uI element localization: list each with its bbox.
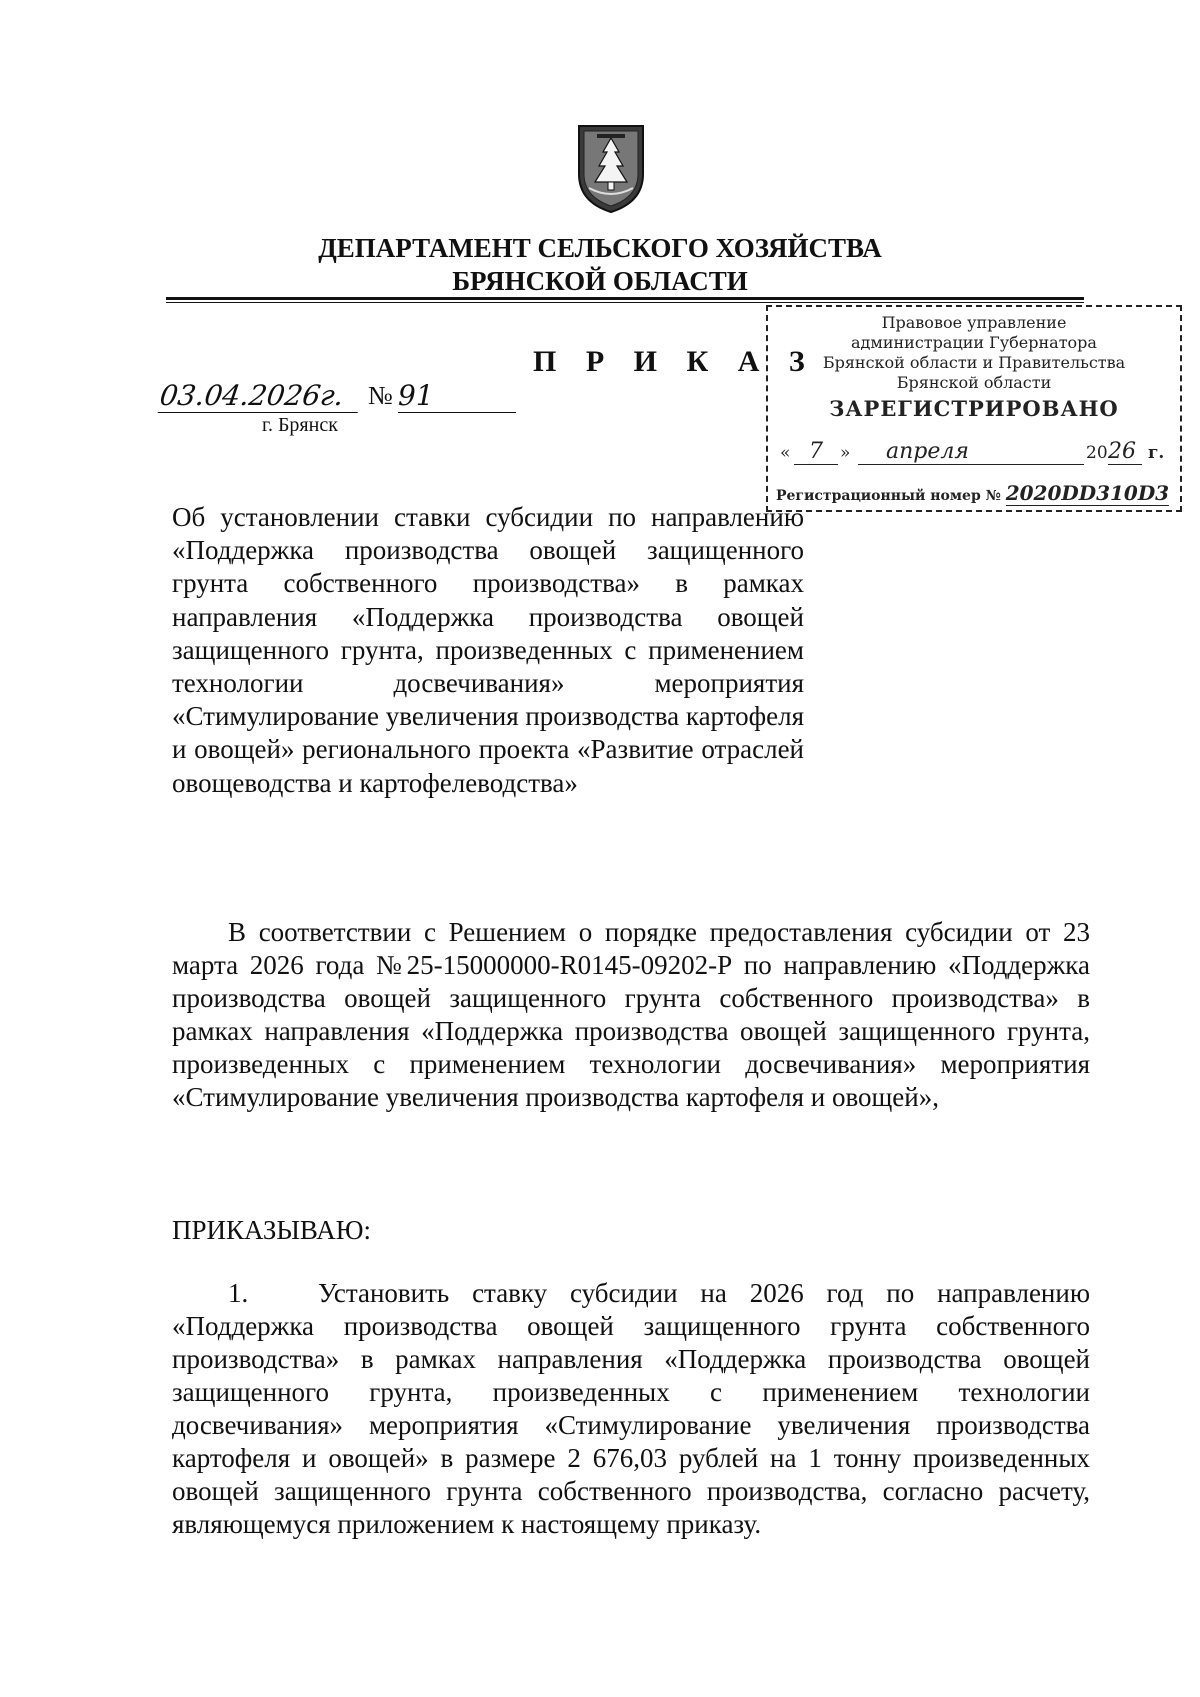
number-sign: № [368,381,393,410]
bryansk-coat-of-arms-icon [575,122,647,214]
order-directive: ПРИКАЗЫВАЮ: [172,1215,371,1245]
stamp-line3: Брянской области и Правительства [822,353,1126,372]
stamp-registered: ЗАРЕГИСТРИРОВАНО [829,396,1119,421]
department-name-line2: БРЯНСКОЙ ОБЛАСТИ [452,266,748,296]
order-item [172,1277,1090,1541]
item-number: 1. [228,1278,249,1308]
stamp-quote-open: « [780,443,791,463]
stamp-month: апреля [858,439,1084,465]
stamp-line1: Правовое управление [881,313,1067,332]
stamp-quote-close: » [840,443,851,463]
stamp-line2: администрации Губернатора [851,333,1097,352]
stamp-line4: Брянской области [896,373,1052,392]
stamp-year-prefix: 20 [1086,443,1108,463]
city: г. Брянск [262,414,338,436]
order-number: 91 [398,380,516,413]
order-subject: Об установлении ставки субсидии по направлению «Поддержка производства овощей защищенного грунта собственного производства» в рамках направления «Поддержка производства овощей защищенного грунта, произведенных с применением технологии досвечивания» мероприятия «Стимулирование увеличения производства картофеля и овощей» регионального проекта «Развитие отраслей овощеводства и картофелеводства» [172,502,805,798]
preamble-paragraph: В соответствии с Решением о порядке предоставления субсидии от 23 марта 2026 года №25-15000000-R0145-09202-Р по направлению «Поддержка производства овощей защищенного грунта собственного производства» в рамках направления «Поддержка производства овощей защищенного грунта, произведенных с применением технологии досвечивания» мероприятия «Стимулирование увеличения производства картофеля и овощей», [172,917,1090,1112]
header-rule-thin [166,302,1084,303]
stamp-year-suffix: 26 [1108,439,1142,465]
header-rule [166,297,1084,300]
stamp-regno-value: 2020DD310D3 [1005,481,1170,505]
stamp-year-unit: г. [1148,443,1165,463]
order-date: 03.04.2026г. [158,380,363,413]
stamp-regno-row [776,481,1176,506]
department-name-line1: ДЕПАРТАМЕНТ СЕЛЬСКОГО ХОЗЯЙСТВА [318,233,882,263]
order-title: П Р И К А З [533,345,816,378]
item-text: Установить ставку субсидии на 2026 год по направлению «Поддержка производства овощей защищенного грунта собственного производства» в рамках направления «Поддержка производства овощей защищенного грунта, произведенных с применением технологии досвечивания» мероприятия «Стимулирование увеличения производства картофеля и овощей» в размере 2 676,03 рублей на 1 тонну произведенных овощей защищенного грунта собственного производства, согласно расчету, являющемуся приложением к настоящему приказу. [172,1278,1090,1539]
stamp-regno-label: Регистрационный номер № [776,488,1001,504]
stamp-day: 7 [794,439,838,465]
registration-stamp [766,305,1182,512]
stamp-date-row [780,439,1172,469]
